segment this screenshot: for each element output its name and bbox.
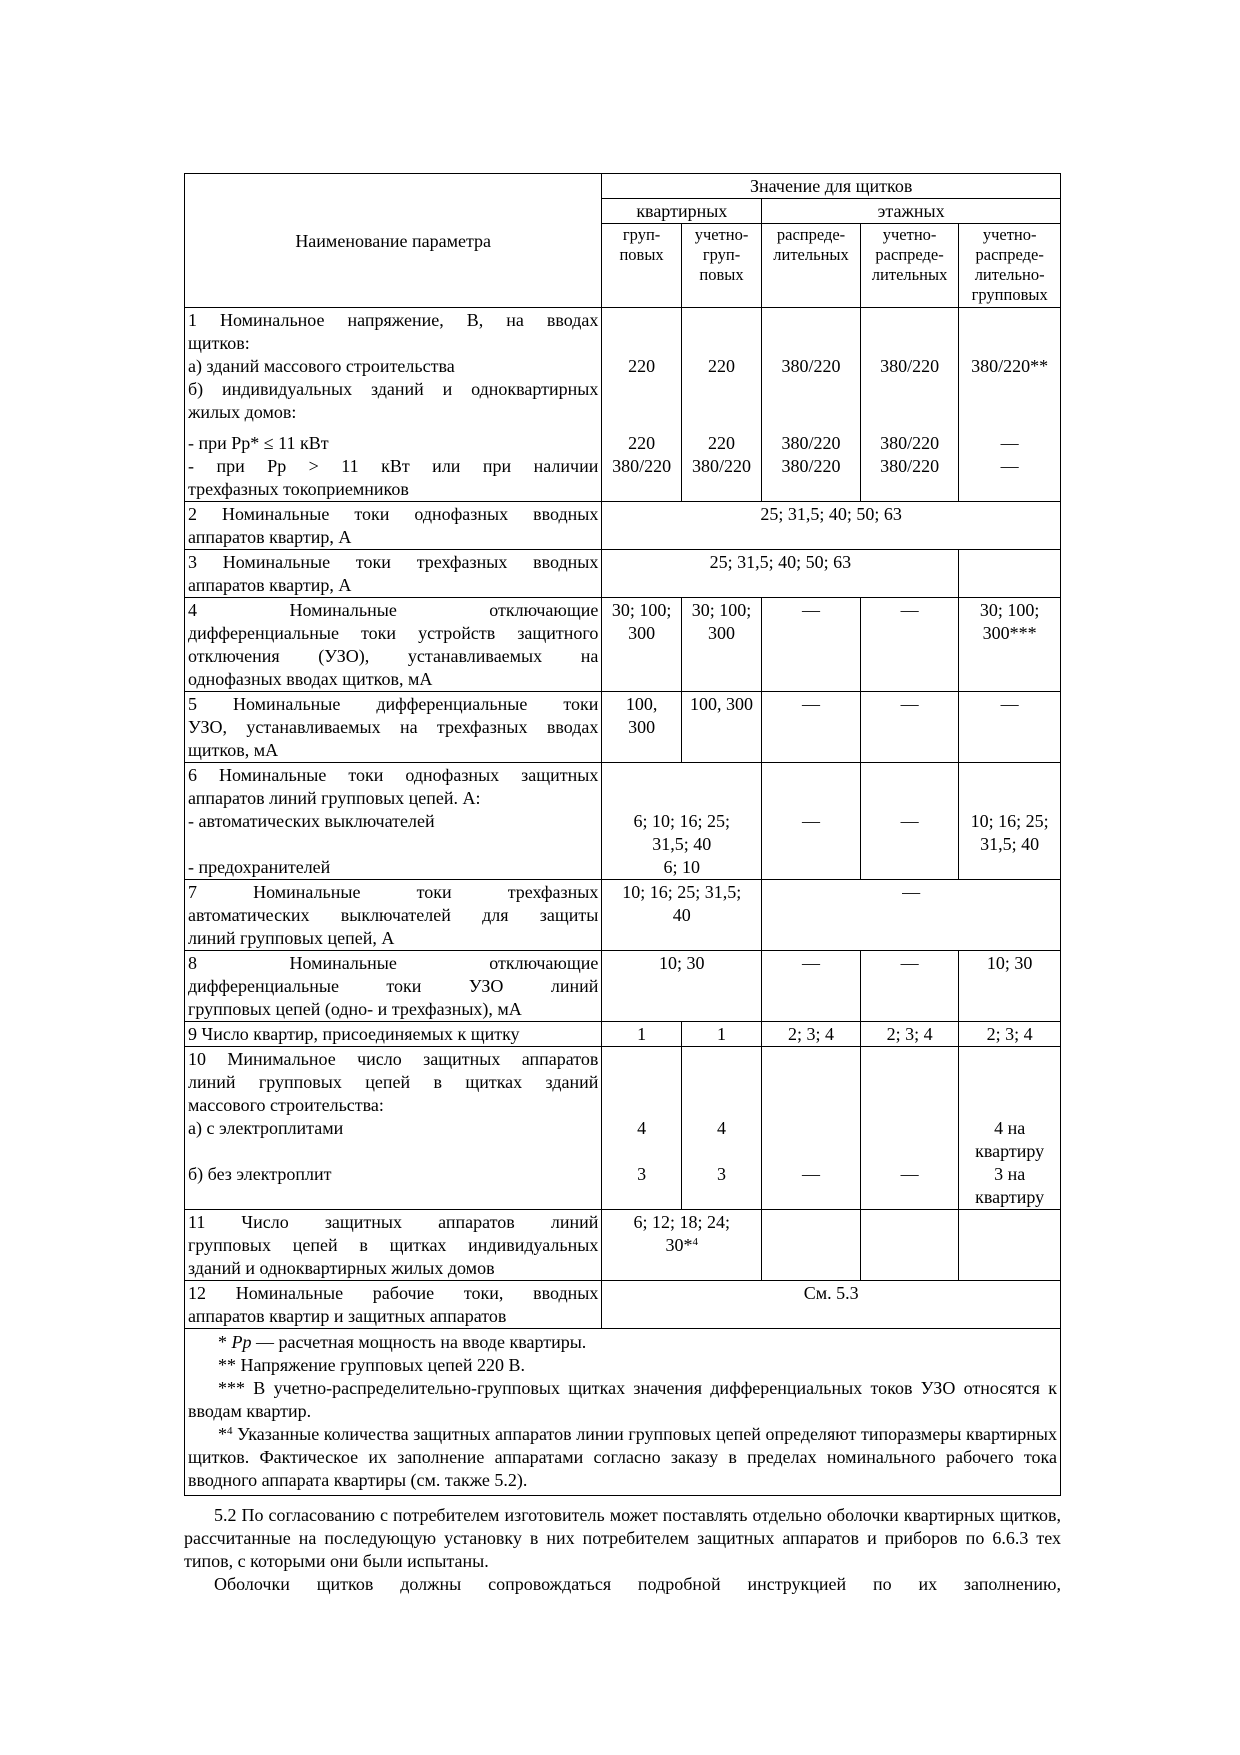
table-row xyxy=(185,1210,1061,1281)
table-row xyxy=(185,308,1061,502)
row10-param: 10 Минимальное число защитных аппаратов линий групповых цепей в щитках зданий массового строительства: а) с электроплитами б) без электроплит xyxy=(185,1047,602,1210)
table-row xyxy=(185,502,1061,550)
row11-col12: 6; 12; 18; 24; 30*$^4$ xyxy=(602,1210,762,1281)
row11-col4-empty xyxy=(860,1210,959,1281)
footnote-2: ** Напряжение групповых цепей 220 В. xyxy=(218,1355,525,1375)
row10-col5: 4 на квартиру 3 на квартиру xyxy=(959,1047,1061,1210)
table-row xyxy=(185,692,1061,763)
row6-col5: 10; 16; 25; 31,5; 40 xyxy=(959,763,1061,880)
row9-col3: 2; 3; 4 xyxy=(762,1022,861,1047)
row4-col1: 30; 100; 300 xyxy=(602,598,681,692)
row4-col2: 30; 100; 300 xyxy=(681,598,761,692)
table-row xyxy=(185,951,1061,1022)
row6-col4: — xyxy=(860,763,959,880)
header-col-distribution: распреде- лительных xyxy=(762,224,861,308)
row12-param: 12 Номинальные рабочие токи, вводных аппаратов квартир и защитных аппаратов xyxy=(185,1281,602,1329)
row8-param: 8 Номинальные отключающие дифференциальные токи УЗО линий групповых цепей (одно- и трехфазных), мА xyxy=(185,951,602,1022)
row4-col5: 30; 100; 300*** xyxy=(959,598,1061,692)
row6-param: 6 Номинальные токи однофазных защитных аппаратов линий групповых цепей. А: - автоматических выключателей - предохранителей xyxy=(185,763,602,880)
row5-col1: 100, 300 xyxy=(602,692,681,763)
row1-col5: 380/220** — — xyxy=(959,308,1061,502)
row4-col3: — xyxy=(762,598,861,692)
row12-value: См. 5.3 xyxy=(602,1281,1061,1329)
table-footnotes xyxy=(185,1329,1061,1496)
header-col-metering-distribution-group: учетно- распреде- лительно- групповых xyxy=(959,224,1061,308)
row8-col5: 10; 30 xyxy=(959,951,1061,1022)
paragraph-shells: Оболочки щитков должны сопровождаться подробной инструкцией по их заполнению, xyxy=(214,1574,1061,1594)
header-apartment: квартирных xyxy=(602,199,762,224)
table-row xyxy=(185,1281,1061,1329)
row10-col3: — xyxy=(762,1047,861,1210)
footnote-3: *** В учетно-распределительно-групповых щитках значения дифференциальных токов УЗО относятся к вводам квартир. xyxy=(188,1378,1057,1421)
row9-col2: 1 xyxy=(681,1022,761,1047)
footnote-4: *$^4$ Указанные количества защитных аппаратов линии групповых цепей определяют типоразмеры квартирных щитков. Фактическое их заполнение аппаратами согласно заказу в пределах номинального рабочего тока вводного аппарата квартиры (см. также 5.2). xyxy=(188,1424,1057,1490)
row5-param: 5 Номинальные дифференциальные токи УЗО, устанавливаемых на трехфазных вводах щитков, мА xyxy=(185,692,602,763)
row1-col3: 380/220 380/220 380/220 xyxy=(762,308,861,502)
table-row xyxy=(185,880,1061,951)
row2-value: 25; 31,5; 40; 50; 63 xyxy=(602,502,1061,550)
row5-col4: — xyxy=(860,692,959,763)
header-col-metering-group: учетно- груп- повых xyxy=(681,224,761,308)
table-row xyxy=(185,550,1061,598)
row9-col1: 1 xyxy=(602,1022,681,1047)
header-param-name: Наименование параметра xyxy=(185,174,602,308)
row4-param: 4 Номинальные отключающие дифференциальные токи устройств защитного отключения (УЗО), устанавливаемых на однофазных вводах щитков, мА xyxy=(185,598,602,692)
header-values-for: Значение для щитков xyxy=(602,174,1061,199)
row7-param: 7 Номинальные токи трехфазных автоматических выключателей для защиты линий групповых цепей, А xyxy=(185,880,602,951)
row5-col3: — xyxy=(762,692,861,763)
document-table-block xyxy=(184,173,1061,1496)
row11-param: 11 Число защитных аппаратов линий групповых цепей в щитках индивидуальных зданий и одноквартирных жилых домов xyxy=(185,1210,602,1281)
header-floor: этажных xyxy=(762,199,1061,224)
row5-col5: — xyxy=(959,692,1061,763)
row6-col3: — xyxy=(762,763,861,880)
header-col-metering-distribution: учетно- распреде- лительных xyxy=(860,224,959,308)
table-row xyxy=(185,1022,1061,1047)
row7-col345: — xyxy=(762,880,1061,951)
row11-col3-empty xyxy=(762,1210,861,1281)
row8-col12: 10; 30 xyxy=(602,951,762,1022)
row1-col2: 220 220 380/220 xyxy=(681,308,761,502)
row1-col1: 220 220 380/220 xyxy=(602,308,681,502)
row4-col4: — xyxy=(860,598,959,692)
body-text xyxy=(184,1504,1061,1596)
row9-col5: 2; 3; 4 xyxy=(959,1022,1061,1047)
table-header-row xyxy=(185,174,1061,199)
row5-col2: 100, 300 xyxy=(681,692,761,763)
paragraph-5-2: 5.2 По согласованию с потребителем изготовитель может поставлять отдельно оболочки квартирных щитков, рассчитанные на последующую установку в них потребителем защитных аппаратов и приборов по 6.6.3 тех типов, с которыми они были испытаны. xyxy=(184,1505,1061,1571)
row8-col3: — xyxy=(762,951,861,1022)
row2-param: 2 Номинальные токи однофазных вводных аппаратов квартир, А xyxy=(185,502,602,550)
row11-col5-empty xyxy=(959,1210,1061,1281)
row3-value: 25; 31,5; 40; 50; 63 xyxy=(602,550,959,598)
row3-col5-empty xyxy=(959,550,1061,598)
row7-col12: 10; 16; 25; 31,5; 40 xyxy=(602,880,762,951)
header-col-group: груп- повых xyxy=(602,224,681,308)
row9-col4: 2; 3; 4 xyxy=(860,1022,959,1047)
row10-col2: 4 3 xyxy=(681,1047,761,1210)
footnote-1: * Рр — расчетная мощность на вводе квартиры. xyxy=(218,1332,587,1352)
row8-col4: — xyxy=(860,951,959,1022)
table-row xyxy=(185,598,1061,692)
row6-col12: 6; 10; 16; 25; 31,5; 40 6; 10 xyxy=(602,763,762,880)
table-row xyxy=(185,763,1061,880)
table-row xyxy=(185,1047,1061,1210)
table-notes-row xyxy=(185,1329,1061,1496)
parameters-table xyxy=(184,173,1061,1496)
row10-col4: — xyxy=(860,1047,959,1210)
row3-param: 3 Номинальные токи трехфазных вводных аппаратов квартир, А xyxy=(185,550,602,598)
row9-param: 9 Число квартир, присоединяемых к щитку xyxy=(185,1022,602,1047)
row1-col4: 380/220 380/220 380/220 xyxy=(860,308,959,502)
row1-param: 1 Номинальное напряжение, В, на вводах щитков: а) зданий массового строительства б) индивидуальных зданий и одноквартирных жилых домов: - при Рр* ≤ 11 кВт - при Рр > 11 кВт или при наличии трехфазных токоприемников xyxy=(185,308,602,502)
row10-col1: 4 3 xyxy=(602,1047,681,1210)
